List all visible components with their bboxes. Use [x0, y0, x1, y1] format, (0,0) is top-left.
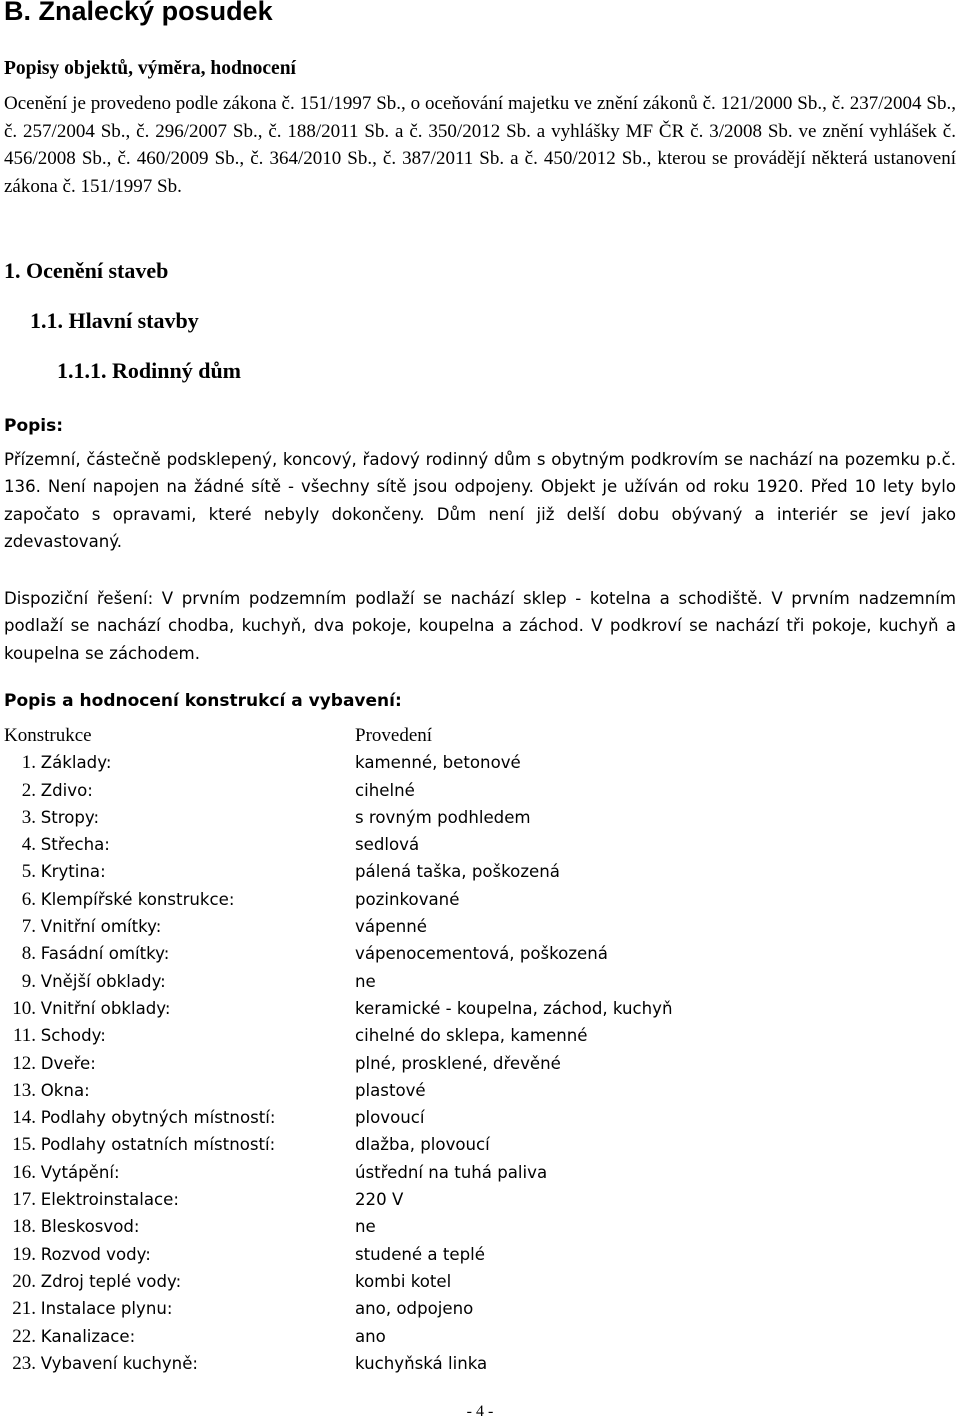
row-value: sedlová — [355, 835, 420, 855]
konstrukce-item — [4, 1186, 179, 1213]
row-number: 15. — [12, 1134, 36, 1156]
konstrukce-table — [4, 722, 956, 1377]
row-number: 14. — [12, 1107, 36, 1129]
row-number: 18. — [12, 1216, 36, 1238]
row-number: 11. — [12, 1025, 36, 1047]
row-label: Instalace plynu: — [40, 1299, 173, 1319]
row-number: 3. — [21, 806, 36, 828]
row-label: Vytápění: — [40, 1162, 120, 1182]
table-row — [4, 886, 956, 913]
section-heading-oceneni-staveb: 1. Ocenění staveb — [4, 258, 169, 283]
konstrukce-heading: Popis a hodnocení konstrukcí a vybavení: — [4, 691, 402, 711]
row-value: ano — [355, 1326, 386, 1346]
table-row — [4, 1159, 956, 1186]
row-label: Základy: — [40, 753, 112, 773]
konstrukce-item — [4, 777, 93, 804]
row-number: 16. — [12, 1161, 36, 1183]
row-value: kombi kotel — [355, 1271, 452, 1291]
row-value: cihelné — [355, 780, 415, 800]
row-label: Okna: — [40, 1080, 90, 1100]
konstrukce-item — [4, 1050, 96, 1077]
konstrukce-item — [4, 858, 106, 885]
table-row — [4, 1241, 956, 1268]
row-number: 4. — [21, 834, 36, 856]
table-row — [4, 1295, 956, 1322]
intro-paragraph: Ocenění je provedeno podle zákona č. 151/1997 Sb., o oceňování majetku ve znění zákonů č. 121/2000 Sb., č. 237/2004 Sb., č. 257/2004 Sb., č. 296/2007 Sb., č. 188/2011 Sb. a č. 350/2012 Sb. a vyhlášky MF ČR č. 3/2008 Sb. ve znění vyhlášek č. 456/2008 Sb., č. 460/2009 Sb., č. 364/2010 Sb., č. 387/2011 Sb. a č. 450/2012 Sb., kterou se provádějí některá ustanovení zákona č. 151/1997 Sb. — [4, 93, 956, 197]
row-number: 13. — [12, 1079, 36, 1101]
row-label: Střecha: — [40, 835, 110, 855]
table-row — [4, 1350, 956, 1377]
konstrukce-item — [4, 831, 110, 858]
konstrukce-item — [4, 968, 166, 995]
row-label: Dveře: — [40, 1053, 96, 1073]
row-number: 12. — [12, 1052, 36, 1074]
table-row — [4, 1104, 956, 1131]
row-label: Elektroinstalace: — [40, 1190, 179, 1210]
konstrukce-item — [4, 1241, 151, 1268]
row-number: 19. — [12, 1243, 36, 1265]
row-label: Podlahy obytných místností: — [40, 1108, 276, 1128]
section-heading-rodinny-dum: 1.1.1. Rodinný dům — [57, 358, 242, 383]
popis-label: Popis: — [4, 416, 64, 436]
row-number: 2. — [21, 779, 36, 801]
table-row — [4, 913, 956, 940]
row-label: Podlahy ostatních místností: — [40, 1135, 276, 1155]
row-value: s rovným podhledem — [355, 807, 531, 827]
row-label: Bleskosvod: — [40, 1217, 140, 1237]
row-value: keramické - koupelna, záchod, kuchyň — [355, 998, 673, 1018]
row-value: plovoucí — [355, 1108, 425, 1128]
row-number: 6. — [21, 888, 36, 910]
konstrukce-item — [4, 1077, 90, 1104]
row-label: Rozvod vody: — [40, 1244, 151, 1264]
row-label: Vybavení kuchyně: — [40, 1353, 199, 1373]
konstrukce-item — [4, 1213, 140, 1240]
konstrukce-table-header — [4, 722, 956, 749]
row-number: 22. — [12, 1325, 36, 1347]
row-value: ne — [355, 1217, 376, 1237]
table-row — [4, 1213, 956, 1240]
table-row — [4, 940, 956, 967]
table-row — [4, 1022, 956, 1049]
row-label: Klempířské konstrukce: — [40, 889, 235, 909]
document-title: B. Znalecký posudek — [4, 0, 273, 26]
row-number: 1. — [21, 752, 36, 774]
konstrukce-item — [4, 749, 111, 776]
row-label: Vnější obklady: — [40, 971, 166, 991]
row-label: Stropy: — [40, 807, 100, 827]
table-row — [4, 1050, 956, 1077]
row-value: ústřední na tuhá paliva — [355, 1162, 548, 1182]
table-row — [4, 1131, 956, 1158]
row-value: pálená taška, poškozená — [355, 862, 560, 882]
row-value: studené a teplé — [355, 1244, 485, 1264]
row-number: 20. — [12, 1270, 36, 1292]
row-value: vápenné — [355, 917, 427, 937]
column-header-konstrukce: Konstrukce — [4, 725, 92, 746]
table-row — [4, 1186, 956, 1213]
konstrukce-item — [4, 886, 234, 913]
table-row — [4, 995, 956, 1022]
row-value: pozinkované — [355, 889, 460, 909]
row-number: 5. — [21, 861, 36, 883]
table-row — [4, 1323, 956, 1350]
konstrukce-item — [4, 913, 161, 940]
konstrukce-item — [4, 1323, 135, 1350]
konstrukce-item — [4, 1295, 172, 1322]
row-number: 8. — [21, 943, 36, 965]
konstrukce-item — [4, 1268, 181, 1295]
table-row — [4, 858, 956, 885]
row-value: ano, odpojeno — [355, 1299, 474, 1319]
konstrukce-item — [4, 995, 170, 1022]
row-number: 17. — [12, 1189, 36, 1211]
row-number: 23. — [12, 1352, 36, 1374]
row-label: Krytina: — [40, 862, 106, 882]
konstrukce-item — [4, 940, 169, 967]
page-number: - 4 - — [466, 1403, 494, 1420]
row-label: Kanalizace: — [40, 1326, 136, 1346]
popis-paragraph-description: Přízemní, částečně podsklepený, koncový, řadový rodinný dům s obytným podkrovím se nachází na pozemku p.č. 136. Není napojen na žádné sítě - všechny sítě jsou odpojeny. Objekt je užíván od roku 1920. Před 10 lety bylo započato s opravami, které nebyly dokončeny. Dům není již delší dobu obývaný a interiér se jeví jako zdevastovaný. — [4, 450, 956, 551]
table-row — [4, 1268, 956, 1295]
konstrukce-item — [4, 1350, 198, 1377]
row-label: Vnitřní obklady: — [40, 998, 171, 1018]
column-header-provedeni: Provedení — [355, 725, 433, 746]
row-value: dlažba, plovoucí — [355, 1135, 490, 1155]
konstrukce-item — [4, 1022, 106, 1049]
section-heading-hlavni-stavby: 1.1. Hlavní stavby — [30, 308, 199, 333]
table-row — [4, 831, 956, 858]
row-label: Vnitřní omítky: — [40, 917, 162, 937]
row-value: vápenocementová, poškozená — [355, 944, 608, 964]
row-number: 21. — [12, 1298, 36, 1320]
table-row — [4, 804, 956, 831]
table-row — [4, 1077, 956, 1104]
row-value: cihelné do sklepa, kamenné — [355, 1026, 588, 1046]
table-row — [4, 749, 956, 776]
document-subtitle: Popisy objektů, výměra, hodnocení — [4, 58, 296, 79]
row-value: ne — [355, 971, 376, 991]
row-number: 9. — [21, 970, 36, 992]
popis-paragraph-dispozice: Dispoziční řešení: V prvním podzemním podlaží se nachází sklep - kotelna a schodiště. V prvním nadzemním podlaží se nachází chodba, kuchyň, dva pokoje, koupelna a záchod. V podkroví se nachází tři pokoje, kuchyň a koupelna se záchodem. — [4, 589, 956, 663]
konstrukce-item — [4, 1104, 275, 1131]
table-row — [4, 777, 956, 804]
row-value: 220 V — [355, 1190, 404, 1210]
row-label: Zdivo: — [40, 780, 93, 800]
row-value: plastové — [355, 1080, 426, 1100]
table-row — [4, 968, 956, 995]
konstrukce-item — [4, 1131, 275, 1158]
row-label: Schody: — [40, 1026, 106, 1046]
row-number: 7. — [21, 916, 36, 938]
row-label: Zdroj teplé vody: — [40, 1271, 182, 1291]
row-label: Fasádní omítky: — [40, 944, 170, 964]
row-number: 10. — [12, 997, 36, 1019]
row-value: plné, prosklené, dřevěné — [355, 1053, 561, 1073]
konstrukce-item — [4, 804, 99, 831]
row-value: kamenné, betonové — [355, 753, 521, 773]
row-value: kuchyňská linka — [355, 1353, 488, 1373]
konstrukce-rows — [4, 749, 956, 1377]
konstrukce-item — [4, 1159, 120, 1186]
